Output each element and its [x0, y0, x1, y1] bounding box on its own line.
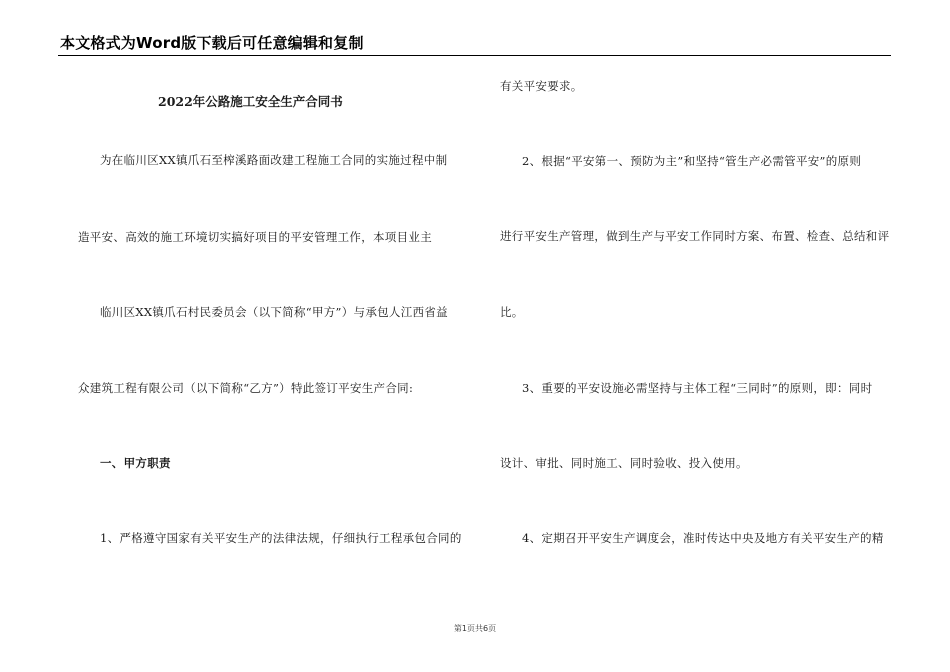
paragraph-line: 比。	[500, 305, 524, 319]
document-title: 2022年公路施工安全生产合同书	[158, 94, 343, 109]
paragraph-line: 1、严格遵守国家有关平安生产的法律法规，仔细执行工程承包合同的	[100, 531, 462, 545]
paragraph-line: 众建筑工程有限公司（以下简称“乙方”）特此签订平安生产合同:	[78, 381, 414, 395]
paragraph-line: 2、根据“平安第一、预防为主”和坚持“管生产必需管平安”的原则	[522, 154, 862, 168]
paragraph-line: 4、定期召开平安生产调度会，准时传达中央及地方有关平安生产的精	[522, 531, 884, 545]
paragraph-line: 3、重要的平安设施必需坚持与主体工程“三同时”的原则，即：同时	[522, 381, 873, 395]
paragraph-line: 临川区XX镇爪石村民委员会（以下简称“甲方”）与承包人江西省益	[100, 305, 448, 319]
section-heading: 一、甲方职责	[100, 456, 171, 470]
header-rule	[58, 55, 891, 56]
paragraph-line: 为在临川区XX镇爪石至榨溪路面改建工程施工合同的实施过程中制	[100, 153, 448, 167]
paragraph-line: 进行平安生产管理，做到生产与平安工作同时方案、布置、检查、总结和评	[500, 229, 890, 243]
paragraph-line: 造平安、高效的施工环境切实搞好项目的平安管理工作，本项目业主	[78, 230, 432, 244]
paragraph-line: 设计、审批、同时施工、同时验收、投入使用。	[500, 456, 748, 470]
page-indicator: 第1页共6页	[453, 624, 497, 633]
paragraph-line: 有关平安要求。	[500, 79, 583, 93]
header-banner: 本文格式为Word版下载后可任意编辑和复制	[60, 34, 364, 52]
